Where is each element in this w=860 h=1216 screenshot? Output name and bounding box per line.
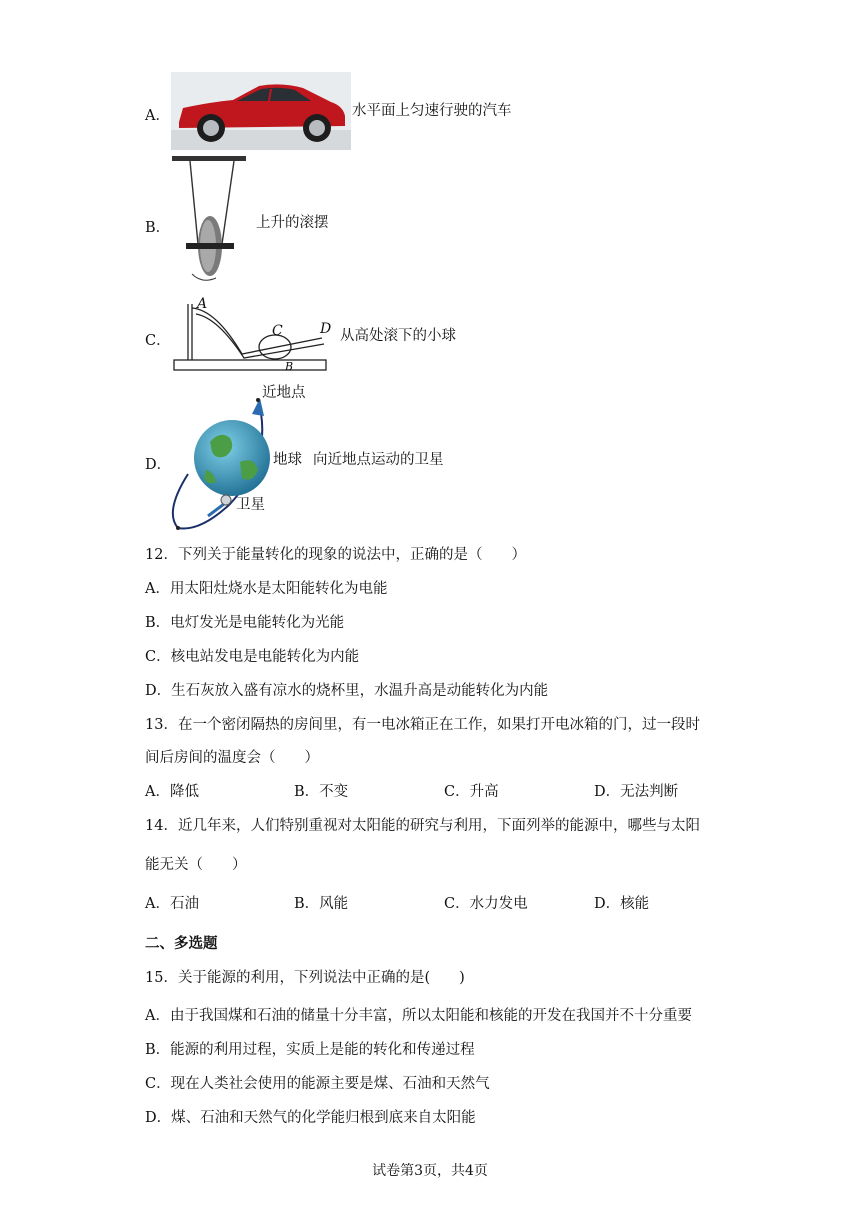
q14-stem-line2: 能无关（ ） (145, 857, 247, 873)
q13-option-c: C．升高 (444, 784, 499, 800)
ramp-label-b: B (285, 360, 294, 373)
ramp-label-c: C (272, 323, 283, 339)
q14-option-b: B．风能 (294, 896, 349, 912)
option-b-letter: B． (145, 220, 171, 236)
orbit-label-satellite: 卫星 (236, 497, 265, 513)
q13-option-b: B．不变 (294, 784, 349, 800)
q13-stem-line2: 间后房间的温度会（ ） (145, 750, 319, 766)
ramp-label-d: D (320, 321, 332, 337)
q14-option-a: A．石油 (145, 896, 199, 912)
page-footer: 试卷第3页，共4页 (372, 1163, 488, 1179)
q13-option-a: A．降低 (145, 784, 199, 800)
orbit-label-earth: 地球 (273, 452, 302, 468)
option-a-letter: A． (145, 108, 170, 124)
q13-stem-line1: 13．在一个密闭隔热的房间里，有一电冰箱正在工作，如果打开电冰箱的门，过一段时 (145, 717, 700, 733)
q12-option-d: D．生石灰放入盛有凉水的烧杯里，水温升高是动能转化为内能 (145, 683, 549, 699)
q15-option-a: A．由于我国煤和石油的储量十分丰富，所以太阳能和核能的开发在我国并不十分重要 (145, 1008, 692, 1024)
maxwell-wheel-image (172, 156, 252, 286)
orbit-label-perigee: 近地点 (262, 385, 306, 401)
q12-option-c: C．核电站发电是电能转化为内能 (145, 649, 360, 665)
option-a-caption: 水平面上匀速行驶的汽车 (352, 103, 512, 119)
q15-option-b: B．能源的利用过程，实质上是能的转化和传递过程 (145, 1042, 475, 1058)
option-c-letter: C． (145, 333, 171, 349)
q15-option-d: D．煤、石油和天然气的化学能归根到底来自太阳能 (145, 1110, 476, 1126)
q14-option-c: C．水力发电 (444, 896, 528, 912)
q12-stem: 12．下列关于能量转化的现象的说法中，正确的是（ ） (145, 547, 526, 563)
q14-option-d: D．核能 (594, 896, 650, 912)
q15-stem: 15．关于能源的利用，下列说法中正确的是( ) (145, 970, 465, 986)
option-d-caption: 向近地点运动的卫星 (313, 452, 444, 468)
option-c-caption: 从高处滚下的小球 (340, 328, 456, 344)
option-b-caption: 上升的滚摆 (256, 215, 329, 231)
car-image (171, 72, 351, 150)
q12-option-b: B．电灯发光是电能转化为光能 (145, 615, 345, 631)
q12-option-a: A．用太阳灶烧水是太阳能转化为电能 (145, 581, 388, 597)
ramp-label-a: A (197, 296, 208, 312)
q14-stem-line1: 14．近几年来，人们特别重视对太阳能的研究与利用，下面列举的能源中，哪些与太阳 (145, 818, 700, 834)
option-d-letter: D． (145, 457, 172, 473)
section-title: 二、多选题 (145, 935, 218, 952)
q13-option-d: D．无法判断 (594, 784, 679, 800)
q15-option-c: C．现在人类社会使用的能源主要是煤、石油和天然气 (145, 1076, 490, 1092)
